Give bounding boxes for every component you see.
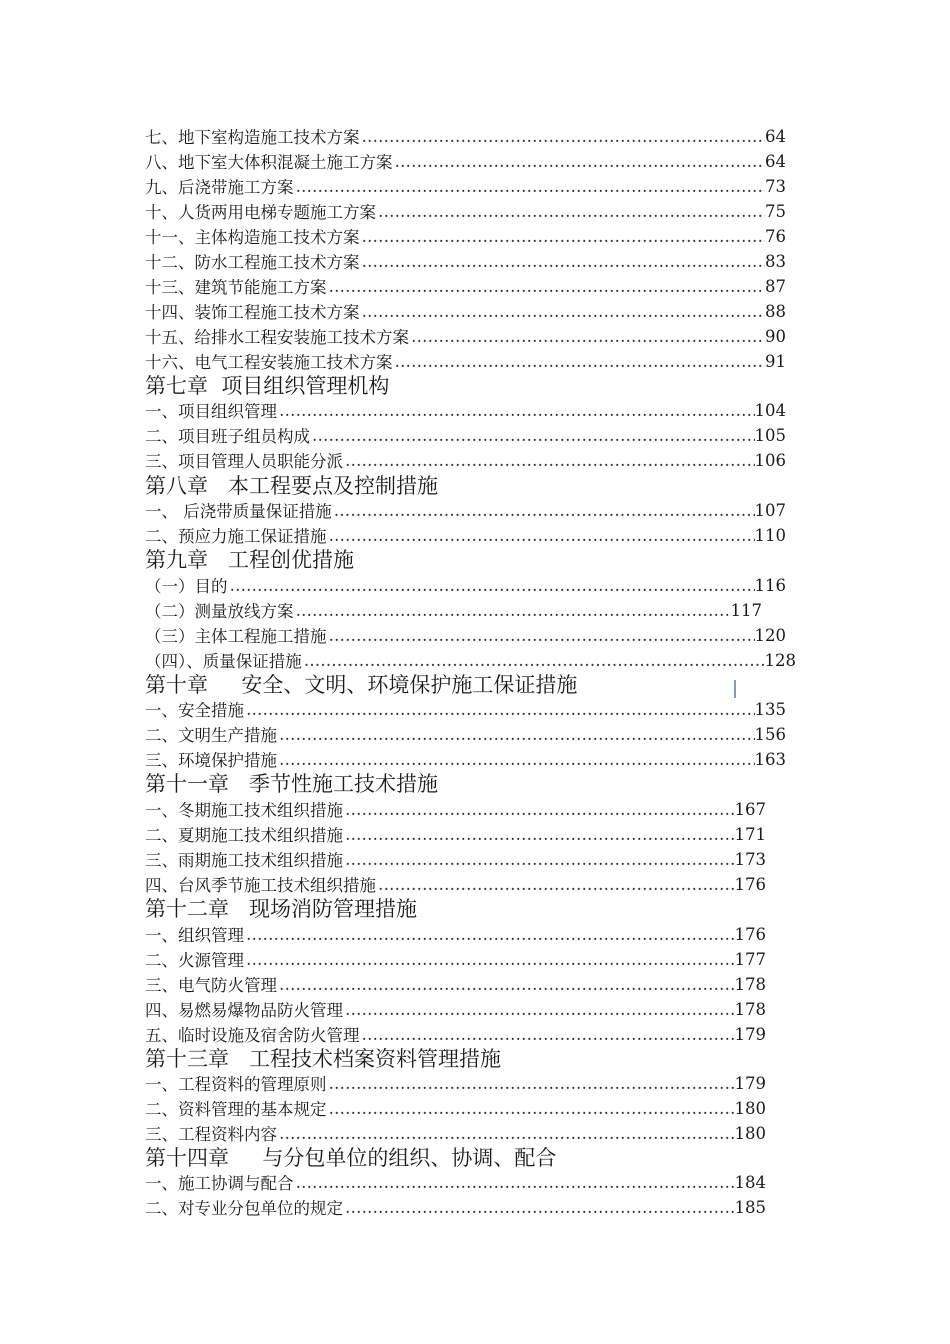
toc-entry-title: 十一、主体构造施工技术方案: [145, 228, 360, 247]
toc-entry-page-number: 104: [754, 400, 786, 420]
dot-leader: [332, 501, 755, 520]
toc-entry[interactable]: [145, 1195, 766, 1219]
toc-entry-title: 三、雨期施工技术组织措施: [145, 851, 343, 870]
chapter-heading: 第十四章 与分包单位的组织、协调、配合: [145, 1146, 557, 1170]
toc-entry[interactable]: [145, 324, 786, 348]
toc-entry-title: 一、项目组织管理: [145, 402, 277, 421]
dot-leader: [343, 850, 735, 869]
toc-entry-title: 二、资料管理的基本规定: [145, 1100, 327, 1119]
toc-entry-title: 二、文明生产措施: [145, 726, 277, 745]
toc-entry-page-number: 91: [765, 351, 786, 371]
toc-entry-title: 二、项目班子组员构成: [145, 427, 310, 446]
toc-entry-title: 十六、电气工程安装施工技术方案: [145, 353, 393, 372]
toc-entry-title: 二、对专业分包单位的规定: [145, 1199, 343, 1218]
toc-entry-page-number: 128: [764, 650, 796, 670]
toc-entry-title: 二、火源管理: [145, 951, 244, 970]
toc-entry-page-number: 120: [754, 625, 786, 645]
toc-entry-page-number: 117: [730, 600, 762, 620]
toc-entry-page-number: 88: [765, 301, 786, 321]
toc-entry-title: 二、预应力施工保证措施: [145, 527, 327, 546]
toc-entry-title: 一、工程资料的管理原则: [145, 1075, 327, 1094]
toc-entry-title: 五、临时设施及宿舍防火管理: [145, 1026, 360, 1045]
dot-leader: [376, 202, 765, 221]
chapter-heading: 第十二章 现场消防管理措施: [145, 897, 418, 921]
toc-entry-page-number: 178: [734, 974, 766, 994]
dot-leader: [244, 925, 735, 944]
toc-entry-page-number: 75: [765, 201, 786, 221]
toc-entry-page-number: 180: [734, 1098, 766, 1118]
dot-leader: [244, 700, 755, 719]
toc-entry[interactable]: [145, 722, 786, 746]
toc-entry[interactable]: [145, 498, 786, 522]
toc-entry-page-number: 179: [734, 1024, 766, 1044]
toc-entry[interactable]: [145, 1071, 766, 1095]
toc-entry[interactable]: [145, 224, 786, 248]
toc-entry-page-number: 163: [754, 749, 786, 769]
toc-entry[interactable]: [145, 872, 766, 896]
toc-entry-page-number: 87: [765, 276, 786, 296]
toc-entry-title: 一、施工协调与配合: [145, 1174, 294, 1193]
toc-entry-page-number: 110: [754, 525, 786, 545]
toc-entry[interactable]: [145, 124, 786, 148]
toc-entry[interactable]: [145, 1096, 766, 1120]
toc-entry[interactable]: [145, 573, 786, 597]
chapter-heading: 第十一章 季节性施工技术措施: [145, 772, 439, 796]
toc-entry[interactable]: [145, 523, 786, 547]
dot-leader: [244, 950, 735, 969]
toc-entry-title: 四、易燃易爆物品防火管理: [145, 1001, 343, 1020]
toc-entry[interactable]: [145, 997, 766, 1021]
toc-entry-page-number: 116: [754, 575, 786, 595]
toc-entry-title: 十、人货两用电梯专题施工方案: [145, 203, 376, 222]
toc-entry-page-number: 185: [734, 1197, 766, 1217]
toc-entry-title: 三、环境保护措施: [145, 751, 277, 770]
dot-leader: [327, 626, 755, 645]
chapter-heading: 第九章 工程创优措施: [145, 548, 355, 572]
toc-entry-page-number: 180: [734, 1123, 766, 1143]
toc-entry-page-number: 178: [734, 999, 766, 1019]
toc-entry-page-number: 106: [754, 450, 786, 470]
toc-entry-title: 一、冬期施工技术组织措施: [145, 801, 343, 820]
dot-leader: [360, 302, 766, 321]
toc-entry[interactable]: [145, 922, 766, 946]
dot-leader: [360, 127, 766, 146]
toc-entry[interactable]: [145, 299, 786, 323]
toc-entry[interactable]: [145, 972, 766, 996]
dot-leader: [294, 1173, 735, 1192]
toc-entry-title: 十四、装饰工程施工技术方案: [145, 303, 360, 322]
dot-leader: [343, 800, 735, 819]
toc-entry-title: 四、台风季节施工技术组织措施: [145, 876, 376, 895]
dot-leader: [327, 1099, 735, 1118]
toc-entry-page-number: 135: [754, 699, 786, 719]
toc-entry[interactable]: [145, 1022, 766, 1046]
dot-leader: [277, 1124, 735, 1143]
dot-leader: [393, 352, 766, 371]
toc-entry[interactable]: [145, 1170, 766, 1194]
dot-leader: [409, 327, 765, 346]
toc-entry[interactable]: [145, 423, 786, 447]
toc-entry-page-number: 179: [734, 1073, 766, 1093]
toc-entry[interactable]: [145, 747, 786, 771]
toc-entry-title: 十五、给排水工程安装施工技术方案: [145, 328, 409, 347]
toc-entry[interactable]: [145, 822, 766, 846]
toc-entry-title: （一）目的: [145, 577, 228, 596]
toc-entry-page-number: 64: [765, 126, 786, 146]
toc-entry-page-number: 83: [765, 251, 786, 271]
dot-leader: [294, 601, 731, 620]
text-cursor: [734, 680, 736, 698]
dot-leader: [343, 1198, 735, 1217]
toc-entry[interactable]: [145, 1121, 766, 1145]
dot-leader: [277, 725, 755, 744]
dot-leader: [277, 750, 755, 769]
chapter-heading: 第十三章 工程技术档案资料管理措施: [145, 1047, 502, 1071]
chapter-heading: 第十章 安全、文明、环境保护施工保证措施: [145, 673, 578, 697]
toc-entry[interactable]: [145, 648, 796, 672]
toc-entry[interactable]: [145, 947, 766, 971]
dot-leader: [327, 526, 755, 545]
toc-entry-title: 三、工程资料内容: [145, 1125, 277, 1144]
toc-entry-title: 三、电气防火管理: [145, 976, 277, 995]
toc-entry[interactable]: [145, 398, 786, 422]
toc-entry-title: 一、组织管理: [145, 926, 244, 945]
toc-entry[interactable]: [145, 598, 762, 622]
dot-leader: [277, 975, 735, 994]
toc-entry[interactable]: [145, 847, 766, 871]
toc-entry-page-number: 107: [754, 500, 786, 520]
chapter-heading: 第七章 项目组织管理机构: [145, 374, 390, 398]
toc-entry-page-number: 73: [765, 176, 786, 196]
toc-entry-page-number: 167: [734, 799, 766, 819]
toc-entry[interactable]: [145, 274, 786, 298]
chapter-heading: 第八章 本工程要点及控制措施: [145, 474, 439, 498]
toc-entry[interactable]: [145, 249, 786, 273]
toc-entry-title: 九、后浇带施工方案: [145, 178, 294, 197]
toc-entry-page-number: 64: [765, 151, 786, 171]
toc-entry-title: 一、安全措施: [145, 701, 244, 720]
dot-leader: [302, 651, 765, 670]
toc-entry[interactable]: [145, 697, 786, 721]
toc-entry-title: 三、项目管理人员职能分派: [145, 452, 343, 471]
toc-entry-title: 八、地下室大体积混凝土施工方案: [145, 153, 393, 172]
toc-entry-page-number: 90: [765, 326, 786, 346]
toc-entry-page-number: 76: [765, 226, 786, 246]
dot-leader: [360, 227, 766, 246]
dot-leader: [294, 177, 766, 196]
toc-entry-page-number: 176: [734, 924, 766, 944]
toc-entry-page-number: 171: [734, 824, 766, 844]
toc-entry-title: 十三、建筑节能施工方案: [145, 278, 327, 297]
toc-entry-title: （三）主体工程施工措施: [145, 627, 327, 646]
toc-entry-page-number: 105: [754, 425, 786, 445]
dot-leader: [360, 252, 766, 271]
dot-leader: [343, 451, 755, 470]
dot-leader: [228, 576, 755, 595]
dot-leader: [277, 401, 755, 420]
toc-entry-title: 一、 后浇带质量保证措施: [145, 502, 332, 521]
dot-leader: [360, 1025, 735, 1044]
toc-entry[interactable]: [145, 199, 786, 223]
toc-entry[interactable]: [145, 149, 786, 173]
toc-entry[interactable]: [145, 448, 786, 472]
toc-entry-title: 十二、防水工程施工技术方案: [145, 253, 360, 272]
dot-leader: [327, 277, 766, 296]
toc-entry[interactable]: [145, 623, 786, 647]
toc-entry[interactable]: [145, 174, 786, 198]
toc-entry-title: 七、地下室构造施工技术方案: [145, 128, 360, 147]
dot-leader: [310, 426, 755, 445]
dot-leader: [327, 1074, 735, 1093]
toc-entry-page-number: 173: [734, 849, 766, 869]
toc-entry-title: （二）测量放线方案: [145, 602, 294, 621]
toc-entry-page-number: 184: [734, 1172, 766, 1192]
dot-leader: [376, 875, 735, 894]
toc-entry-page-number: 177: [734, 949, 766, 969]
dot-leader: [343, 1000, 735, 1019]
dot-leader: [393, 152, 766, 171]
toc-entry-title: （四）、质量保证措施: [145, 652, 302, 671]
toc-entry-page-number: 156: [754, 724, 786, 744]
toc-entry-page-number: 176: [734, 874, 766, 894]
toc-entry[interactable]: [145, 797, 766, 821]
toc-entry[interactable]: [145, 349, 786, 373]
dot-leader: [343, 825, 735, 844]
toc-entry-title: 二、夏期施工技术组织措施: [145, 826, 343, 845]
